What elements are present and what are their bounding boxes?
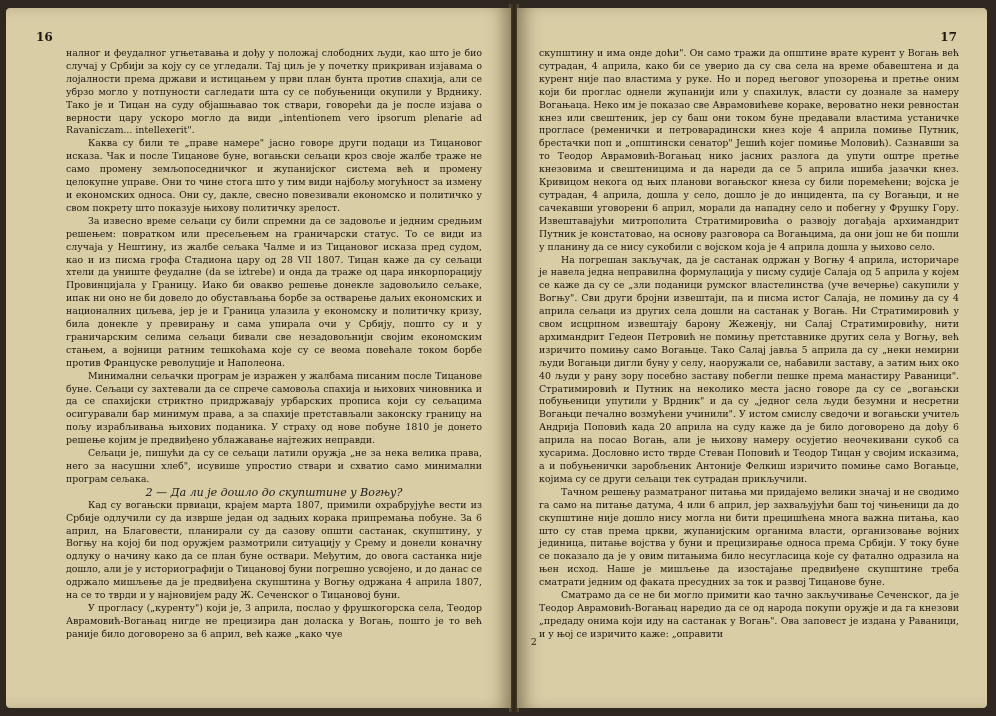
right-page-text [539,48,959,642]
left-paragraph-6: Кад су вогањски првиаци, крајем марта 1807, примили охрабрујуће вести из Србије одлучили су да изврше један од задњих корака припремања побуне. За 6 април, на Благовести, планирали су да сазову општи састанак, скупштину, у Вогњу на којој би под оружјем размотрили ситуацију у Срему и донели коначну одлуку о начину како да се план буне оствари. Међутим, до овога састанка није дошло, али је у историографији о Тицановој буни погрешно усвојено, и до данас се одржало мишљење да је предвиђена скупштина у Вогњу одржана 4 априла 1807, на се то тврди и у најновијем раду Ж. Сеченског о Тицановој буни. [66,499,482,602]
left-paragraph-4: Минимални сељачки програм је изражен у жалбама писаним после Тицанове буне. Сељаци су захтевали да се спрече самовоља спахија и њихових чиновника и да се спахијски стриктно придржавају урбарских прописа који су сељацима осигуравали бар минимум права, а за спахије претстављали законску границу на пољу израбљивања њихових поданика. У страху од нове побуне 1810 је донето решење којим је предвиђено ублажавање најтежих неправди. [66,370,482,447]
page-number-left: 16 [36,30,53,44]
right-page [517,8,987,708]
left-paragraph-2: Каква су били те „праве намере" јасно говоре други подаци из Тицановог исказа. Чак и после Тицанове буне, вогањски сељаци кроз своје жалбе траже не само промену земљопоседничког и жупанијског система већ и промену целокупне управе. Они то чине стога што у тим види најбољу могућност за измену и економских односа. Они су, дакле, свесно повезивали економско и политичко у свом покрету што показује њихову политичку зрелост. [66,138,482,214]
right-paragraph-3: Тачном решењу разматраног питања ми придајемо велики значај и не сводимо га само на питање датума, 4 или 6 април, јер захваљујући баш тој чињеници да до скупштине није дошло нису могла ни бити прецишћена многа важна питања, као што су став према цркви, жупанијским органима власти, организовање војних јединица, питање војства у буни и прецизирање односа према Србији. У току буне се показало да је у овим питањима било несугласица које су фатално одразила на њен исход. Наше је мишљење да изостајање предвиђене скупштине треба сматрати једним од факата пресудних за ток и развој Тицанове буне. [539,486,959,589]
right-paragraph-2: На погрешан закључак, да је састанак одржан у Вогњу 4 априла, историчаре је навела једна неправилна формулација у писму судије Салаја од 5 априла у којем се каже да су се „зли поданици румског властелинства (уче вечерње) сакупили у Вогњу". Сви други бројни извештаји, па и писма истог Салаја, не помињу да су 4 априла сељаци из других села дошли на састанак у Вогањ. Ни Стратимировић у свом исцрпном извештају барону Жеженју, ни Салај Стратимировићу, нити архимандрит Гедеон Петровић не помињу претставнике других села у Вогњу, већ изричито помињу само Вогањце. Тако Салај јавља 5 априла да су „неки немирни људи Вогањци дигли буну у селу, наоружали се, набавили заставу, а затим њих око 40 људи у рану зору посебно заставу побегли пешке према манастиру Раваници". Стратимировић и Путник на неколико места јасно говоре да су се „вогањски побуњеници упутили у Врдник" и да су „једног села људи безумни и несретни Вогањци печално возмућени учинили". У истом смислу сведочи и вогањски учитељ Андрија Поповић када 20 априла на суду каже да је било договорено да дођу 6 априла на посао Вогањ, али је њихову намеру осујетио неочекивани сукоб са хусарима. Дословно исто тврде Стеван Поповић и Теодор Тицан у својим исказима, а и побуњенички заробљеник Антоније Фелкиш изричито помиње само Вогањце, којима су се други сељаци тек сутрадан прикључили. [539,254,959,485]
signature-mark: 2 [531,638,537,648]
left-paragraph-7: У прогласу („куренту") који је, 3 априла, послао у фрушкогорска села, Теодор Аврамовић-Вогањац нигде не прецизира дан доласка у Вогањ, пошто је то већ раније било договорено за 6 април, већ каже „како чуе [66,602,482,640]
right-paragraph-1: скупштину и има онде доћи". Он само тражи да општине врате курент у Вогањ већ сутрадан, 4 априла, како би се уверио да су сва села на време обавештена и да курент није пао властима у руке. Но и поред његовог упозорења и претње оним који би проглас однели жупанији или у спахилук, власти су дознале за намеру Вогањаца. Неко им је показао све Аврамовићеве кораке, вероватно неки ревностан кнез или свештеник, јер су баш они током буне предавали властима устаничке прогласе (ременички и петроварадински кнез које 4 априла помиње Путник, брестачки поп и „општински сенатор" Јешић којег помиње Моловић). Сазнавши за то Теодор Аврамовић-Вогањац нико јасних разлога да упути оштре претње кнезовима и свештеницима и да нареди да се 5 априла ишиба јазачки кнез. Кривицом некога од њих планови вогањског кнеза су били поремећени; војска је сутрадан, 4 априла, дошла у село, дошло је до инцидента, па су Вогањци, и не сачекавши уговорени 6 април, морали да нападну село и побегну у Фрушку Гору. Извештавајући митрополита Стратимировића о развоју догађаја архимандрит Путник је констатовао, на основу разговора са Вогањцима, да они још не би пошли у планину да се нису сукобили с војском која је 4 априла дошла у њихово село. [539,48,959,253]
page-number-right: 17 [940,30,957,44]
left-paragraph-1: налног и феудалног угњетавања и дођу у положај слободних људи, као што је био случај у Србији за коју су се угледали. Тај циљ је у почетку прикриван изјавама о лојалности према држави и истицањем у први план бунта против спахија, али се убрзо могло у потпуности сагледати шта су се побуњеници окупили у Врднику. Тако је и Тицан на суду објашњавао ток ствари, говорећи да је после изјава о верности цару ускоро могло да види „intentionem vero ipsorum plenarie ad Ravaniczam... intellexerit". [66,48,482,137]
left-page [6,8,511,708]
right-paragraph-4: Сматрамо да се не би могло примити као тачно закључивање Сеченског, да је Теодор Аврамовић-Вогањац наредио да се од народа покупи оружје и да га кнезови „предаду онима који иду на састанак у Вогањ". Ова заповест је издана у Раваници, и у њој се изричито каже: „оправити [539,590,959,640]
left-paragraph-5: Сељаци је, пишући да су се сељаци латили оружја „не за нека велика права, него за насушни хлеб", исувише упростио ствари и схватио само минимални програм сељака. [66,448,482,485]
left-paragraph-3: За извесно време сељаци су били спремни да се задовоље и једним средњим решењем: повратком или пресељењем на граничарски статус. То се види из случаја у Нештину, из жалбе сељака Чалме и из Тицановог исказа пред судом, као и из писма грофа Стадиона цару од 28 VII 1807. Тицан каже да су сељаци хтели да униште феудалне (da se iztrebe) и онда да траже од цара инкорпорацију Провинцијала у Границу. Иако би овакво решење донекле задовољило сељаке, ипак ни оно не би довело до обустављања борбе за остварење даљих економских и националних циљева, јер је и Граница улазила у економску и политичку кризу, била донекле у превирању и сама упирала очи у Србију, пошто су и у граничарским селима сељаци бивали све незадовољнији својим економским стањем, а војници ратним тешкоћама које су се веома повећале током борбе против Француске револуције и Наполеона. [66,215,482,369]
section-heading: 2 — Да ли је дошло до скупштине у Вогњу? [145,485,403,499]
left-page-text [66,48,482,642]
